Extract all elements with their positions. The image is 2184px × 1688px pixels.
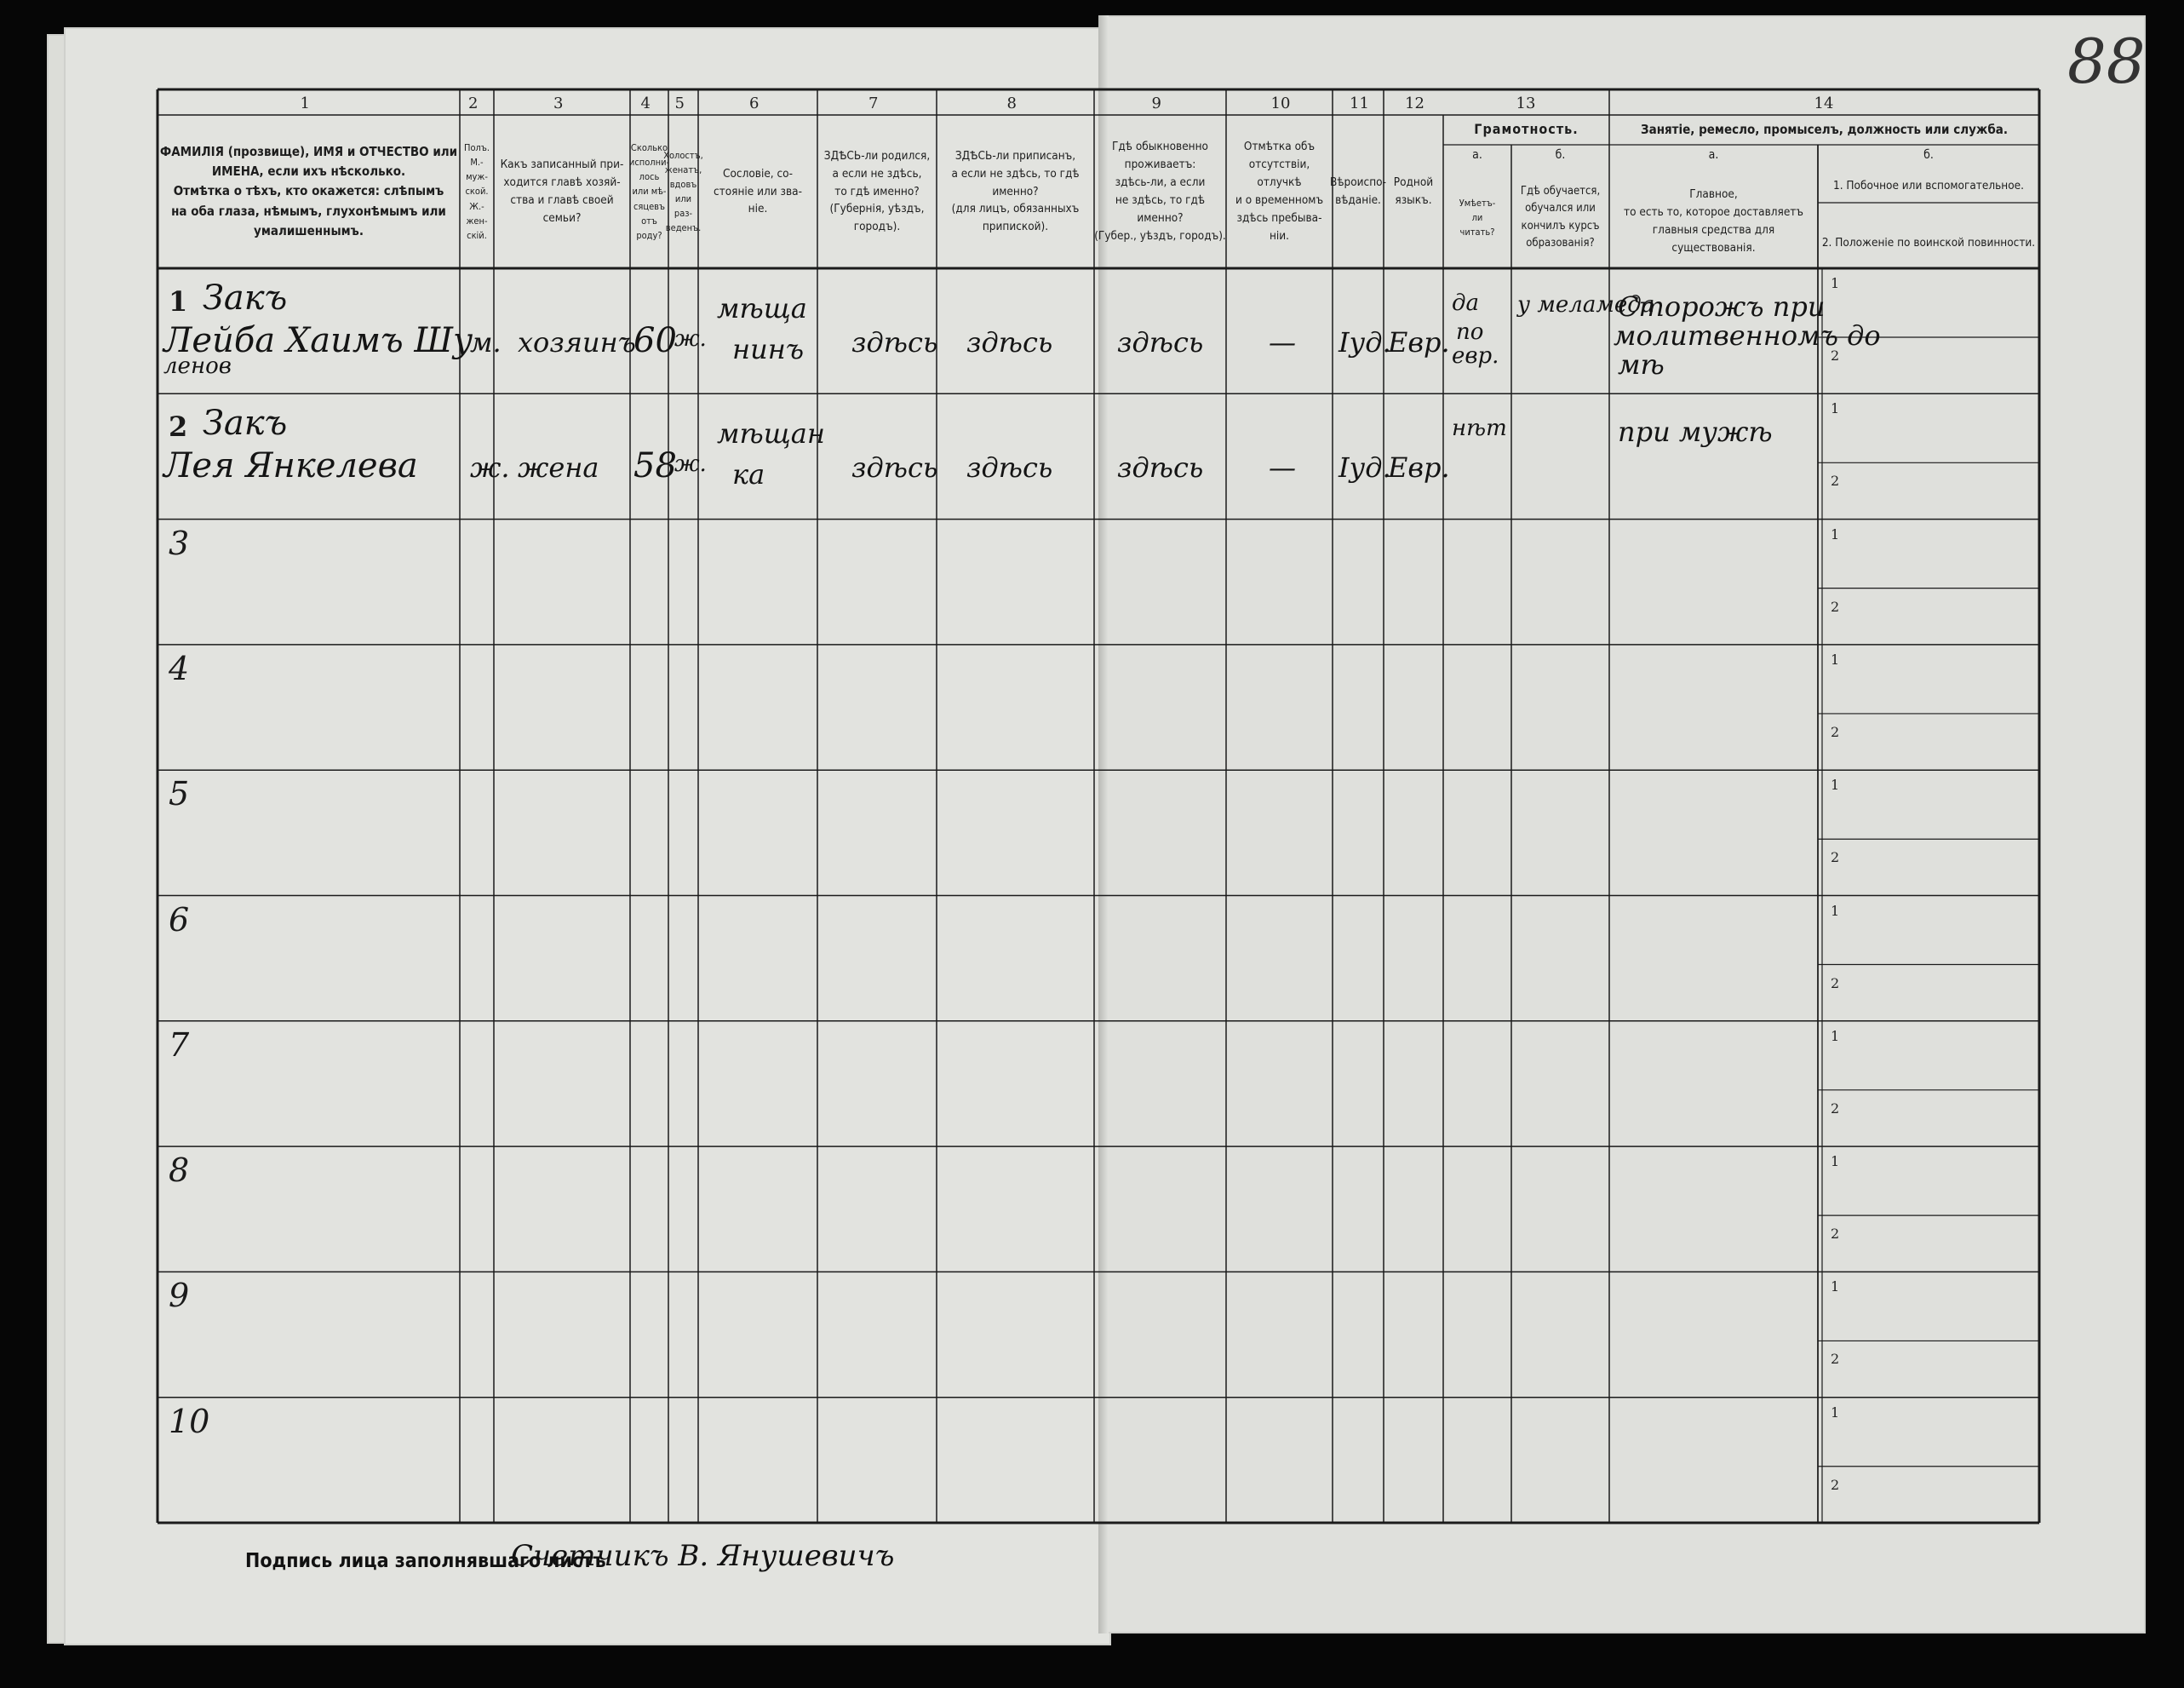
column-header-line: Отмѣтка о тѣхъ, кто окажется: слѣпымъ	[173, 183, 444, 199]
subcolumn-header	[1443, 167, 1511, 268]
column-header-line: Родной	[1393, 175, 1434, 190]
can-read-continued-2: евр.	[1452, 343, 1499, 369]
column-header-line: стояніе или зва-	[714, 184, 802, 198]
column-header	[1330, 115, 1386, 268]
column-header-line: а если не здѣсь, то гдѣ	[951, 166, 1080, 181]
subrow-label-2: 2	[1831, 974, 1840, 991]
subrow-label-1: 1	[1831, 400, 1840, 417]
marital-status: ж.	[674, 326, 707, 352]
column-header-line: или мѣ-	[632, 186, 667, 198]
column-number: 11	[1350, 95, 1369, 112]
column-header	[1384, 115, 1443, 268]
column-number: 8	[1006, 95, 1017, 112]
column-header-line: Ж.-жен-	[466, 200, 488, 227]
subrow-label-2: 2	[1831, 473, 1840, 490]
estate-continued: ка	[732, 458, 765, 491]
subrow-label-2: 2	[1831, 849, 1840, 866]
column-number: 5	[674, 95, 685, 112]
row-number: 8	[169, 1151, 190, 1190]
subcolumn-header-line: Главное,	[1689, 187, 1738, 202]
column-number: 13	[1516, 95, 1536, 112]
column-header-line: вѣданіе.	[1335, 193, 1381, 207]
column-header-line: семьи?	[542, 210, 582, 225]
subcolumn-header-line: то есть то, которое доставляетъ	[1624, 205, 1803, 220]
subrow-label-2: 2	[1831, 598, 1840, 615]
column-number: 1	[300, 95, 310, 112]
column-header-line: ской.	[465, 186, 489, 198]
column-header-line: именно?	[1137, 210, 1184, 225]
native-language: Евр.	[1388, 326, 1450, 359]
row-number: 3	[169, 524, 190, 562]
column-header-line: исполни-	[628, 157, 670, 169]
subrow-label-2: 2	[1831, 723, 1840, 740]
can-read-continued: по	[1456, 319, 1484, 345]
religion: Іуд.	[1338, 451, 1391, 485]
column-header-line: Холостъ,	[663, 149, 703, 161]
column-header-line: Отмѣтка объ	[1243, 140, 1316, 154]
subrow-label-1: 1	[1831, 525, 1840, 543]
row-number: 10	[169, 1402, 210, 1440]
main-occupation: при мужѣ	[1618, 416, 1773, 449]
column-header	[698, 115, 817, 268]
education: у меламеда	[1517, 292, 1655, 318]
given-names: Лейба Хаимъ Шу	[163, 321, 473, 360]
column-header-line: проживаетъ:	[1124, 158, 1196, 172]
column-header-line: умалишеннымъ.	[254, 222, 364, 238]
column-header-line: или раз-	[674, 193, 693, 220]
subrow-label-1: 1	[1831, 1278, 1840, 1295]
subcolumn-header-line: Гдѣ обучается,	[1520, 185, 1601, 198]
can-read: нѣт	[1452, 416, 1507, 442]
column-header	[630, 115, 668, 268]
column-header-line: Вѣроиспо-	[1330, 175, 1386, 190]
subrow-label-1: 1	[1831, 777, 1840, 794]
subrow-label-2: 2	[1831, 347, 1840, 364]
column-header-line: (Губер., уѣздъ, городъ).	[1094, 228, 1226, 243]
row-number: 4	[169, 649, 190, 687]
absence-note: —	[1269, 451, 1296, 485]
subcolumn-header-line: Умѣетъ-	[1459, 197, 1496, 209]
subcolumn-letter: б.	[1555, 148, 1566, 163]
given-names: Лея Янкелева	[163, 446, 418, 486]
column-number: 9	[1151, 95, 1161, 112]
birthplace: здѣсь	[851, 326, 938, 359]
column-header	[494, 115, 630, 268]
relation-to-head: жена	[518, 451, 599, 485]
column-header-line: здѣсь-ли, а если	[1115, 175, 1206, 190]
subcolumn-header-line: читать?	[1459, 227, 1495, 238]
subcolumn-letter: б.	[1923, 148, 1934, 163]
column-header-line: ФАМИЛІЯ (прозвище), ИМЯ и ОТЧЕСТВО или	[159, 143, 458, 159]
column-header	[1094, 115, 1226, 268]
can-read: да	[1452, 290, 1479, 316]
subcolumn-header-line: 2. Положеніе по воинской повинности.	[1821, 235, 2036, 250]
column-header-line: ства и главѣ своей	[510, 193, 614, 207]
row-number: 5	[169, 775, 190, 813]
column-header-line: М.-муж-	[466, 157, 488, 183]
residence: здѣсь	[1117, 326, 1204, 359]
subcolumn-header-line: обучался или	[1525, 202, 1596, 215]
row-number: 2	[169, 411, 188, 444]
row-number: 6	[169, 900, 190, 939]
subcolumn-header	[1511, 167, 1609, 268]
main-occupation: Сторожъ при	[1618, 290, 1826, 323]
main-occupation-continued: молитвенномъ до	[1614, 319, 1881, 352]
row-number: 7	[169, 1025, 190, 1064]
column-header-line: Какъ записанный при-	[500, 158, 624, 172]
column-number: 6	[749, 95, 760, 112]
column-header-line: ЗДѢСЬ-ли родился,	[823, 148, 931, 163]
estate: мѣщан	[717, 417, 825, 451]
estate-continued: нинъ	[732, 333, 805, 365]
column-header	[937, 115, 1094, 268]
subcolumn-header-line: кончилъ курсъ	[1521, 219, 1600, 233]
estate: мѣща	[717, 292, 807, 324]
column-header	[158, 115, 460, 268]
column-header-line: здѣсь пребыва-	[1236, 210, 1322, 225]
signature-value: Счетчикъ В. Янушевичъ	[511, 1539, 895, 1573]
column-header-line: ніе.	[748, 202, 768, 216]
subrow-label-1: 1	[1831, 1027, 1840, 1044]
subrow-label-1: 1	[1831, 1153, 1840, 1170]
subrow-label-2: 2	[1831, 1226, 1840, 1243]
column-header-line: не здѣсь, то гдѣ	[1115, 193, 1206, 207]
surname: Закъ	[203, 404, 288, 444]
age: 60	[633, 321, 677, 360]
sex: ж.	[470, 451, 510, 485]
column-number: 12	[1405, 95, 1424, 112]
column-number: 4	[640, 95, 651, 112]
row-number: 9	[169, 1277, 190, 1315]
subcolumn-header	[1609, 179, 1818, 264]
subrow-label-2: 2	[1831, 1476, 1840, 1493]
column-header-line: (для лицъ, обязанныхъ	[951, 202, 1080, 216]
residence: здѣсь	[1117, 451, 1204, 485]
column-header-line: лось	[639, 171, 660, 183]
column-header-line: то гдѣ именно?	[834, 184, 920, 198]
column-number: 10	[1270, 95, 1291, 112]
age: 58	[633, 446, 677, 486]
subcolumn-header-line: ли	[1471, 211, 1483, 223]
column-header-line: (Губернія, уѣздъ, городъ).	[829, 202, 925, 234]
subrow-label-1: 1	[1831, 275, 1840, 291]
column-header-line: ИМЕНА, если ихъ нѣсколько.	[211, 164, 406, 180]
marital-status: ж.	[674, 451, 707, 478]
absence-note: —	[1269, 326, 1296, 359]
subcolumn-header-line: образованія?	[1526, 236, 1595, 250]
subrow-label-1: 1	[1831, 1404, 1840, 1421]
column-number: 14	[1814, 95, 1834, 112]
sex: м.	[470, 326, 502, 359]
column-header-line: сяцевъ	[633, 200, 666, 212]
column-header-line: Полъ.	[464, 142, 490, 154]
column-header-line: женатъ,	[664, 164, 702, 175]
subcolumn-header-line: 1. Побочное или вспомогательное.	[1832, 178, 2024, 192]
column-header	[1226, 115, 1333, 268]
column-header-line: отсутствіи, отлучкѣ	[1248, 158, 1310, 190]
column-header-line: именно?	[992, 184, 1039, 198]
column-header-line: Сословіе, со-	[723, 166, 793, 181]
column-header-line: ЗДѢСЬ-ли приписанъ,	[954, 148, 1076, 163]
subrow-label-2: 2	[1831, 1099, 1840, 1117]
relation-to-head: хозяинъ	[518, 326, 636, 359]
column-header-line: Сколько	[630, 142, 668, 154]
birthplace: здѣсь	[851, 451, 938, 485]
native-language: Евр.	[1388, 451, 1450, 485]
column-header	[663, 115, 703, 268]
column-header-line: ніи.	[1269, 228, 1290, 243]
given-names-continued: ленов	[163, 353, 232, 379]
column-header-line: веденъ.	[665, 222, 702, 234]
column-header-line: припиской).	[982, 220, 1049, 234]
column-header-line: языкъ.	[1395, 193, 1432, 207]
folio-number: 88	[2067, 26, 2146, 97]
column-header-line: вдовъ	[669, 178, 697, 190]
column-header-line: и о временномъ	[1235, 193, 1324, 207]
signature-label: Подпись лица заполнявшаго листъ	[245, 1550, 606, 1572]
column-number: 3	[553, 95, 564, 112]
column-title: Грамотность.	[1474, 121, 1579, 138]
surname: Закъ	[203, 278, 288, 318]
column-header-line: отъ роду?	[636, 215, 662, 241]
column-number: 7	[868, 95, 879, 112]
column-header-line: на оба глаза, нѣмымъ, глухонѣмымъ или	[171, 203, 446, 219]
subcolumn-letter: а.	[1472, 148, 1482, 163]
column-header	[460, 115, 494, 268]
subcolumn-letter: а.	[1708, 148, 1719, 163]
main-occupation-continued-2: мѣ	[1618, 348, 1665, 381]
column-header-line: скій.	[467, 229, 487, 241]
subcolumn-header-line: главныя средства для существованія.	[1652, 223, 1775, 255]
subrow-label-2: 2	[1831, 1351, 1840, 1368]
religion: Іуд.	[1338, 326, 1391, 359]
registration-place: здѣсь	[966, 326, 1053, 359]
column-header-line: а если не здѣсь,	[832, 166, 922, 181]
column-number: 2	[468, 95, 479, 112]
column-header-line: ходится главѣ хозяй-	[503, 175, 621, 190]
row-number: 1	[169, 285, 188, 318]
subrow-label-1: 1	[1831, 902, 1840, 919]
column-title: Занятіе, ремесло, промыселъ, должность или служба.	[1641, 121, 2008, 137]
column-header	[817, 115, 937, 268]
subrow-label-1: 1	[1831, 651, 1840, 668]
column-header-line: Гдѣ обыкновенно	[1112, 140, 1208, 154]
registration-place: здѣсь	[966, 451, 1053, 485]
